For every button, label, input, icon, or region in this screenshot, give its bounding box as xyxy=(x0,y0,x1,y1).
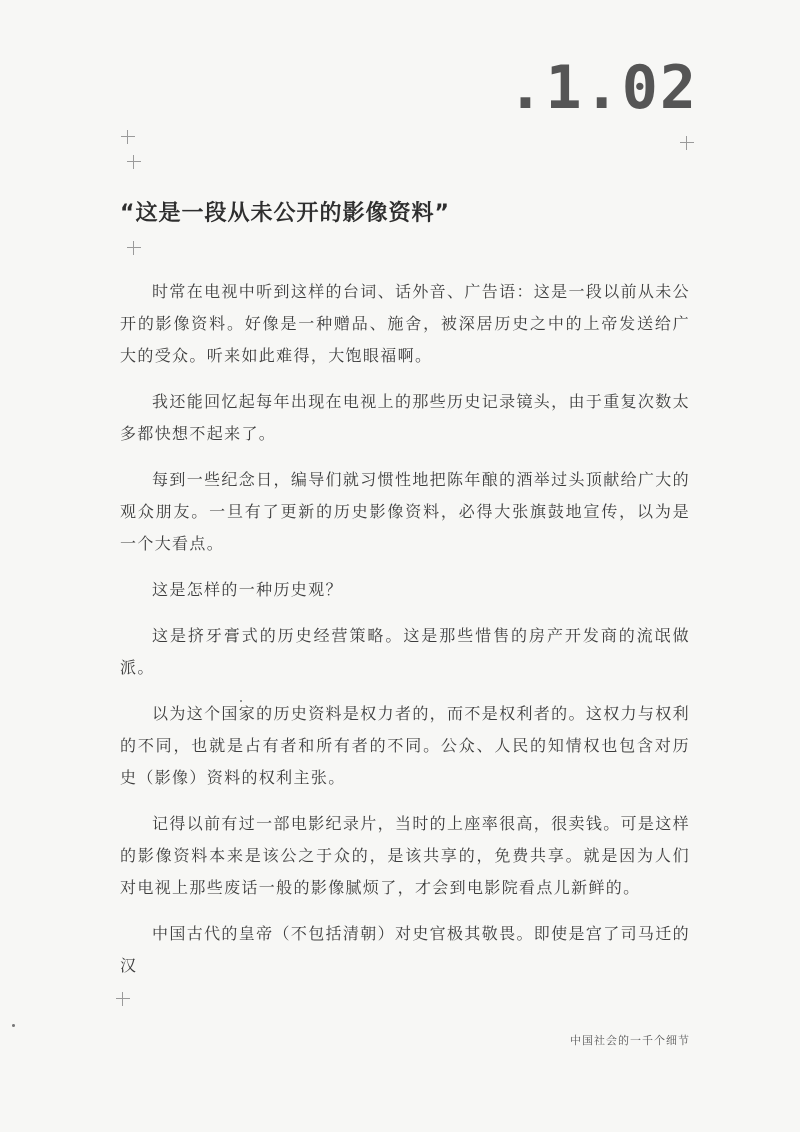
paragraph: 时常在电视中听到这样的台词、话外音、广告语：这是一段以前从未公开的影像资料。好像是一种赠品、施舍，被深居历史之中的上帝发送给广大的受众。听来如此难得，大饱眼福啊。 xyxy=(120,282,690,365)
paragraph: 记得以前有过一部电影纪录片，当时的上座率很高，很卖钱。可是这样的影像资料本来是该公之于众的，是该共享的，免费共享。就是因为人们对电视上那些废话一般的影像腻烦了，才会到电影院看点儿新鲜的。 xyxy=(120,814,690,897)
scan-speck xyxy=(240,700,242,702)
paragraph: 每到一些纪念日，编导们就习惯性地把陈年酿的酒举过头顶献给广大的观众朋友。一旦有了更新的历史影像资料，必得大张旗鼓地宣传，以为是一个大看点。 xyxy=(120,470,690,553)
crop-mark-title-left xyxy=(127,241,141,255)
paragraph: 这是怎样的一种历史观？ xyxy=(152,580,343,599)
chapter-title: “这是一段从未公开的影像资料” xyxy=(120,201,450,226)
body-text xyxy=(120,276,690,996)
crop-mark-top-left-inner xyxy=(127,155,141,169)
crop-mark-top-left xyxy=(121,130,135,144)
paragraph: 我还能回忆起每年出现在电视上的那些历史记录镜头，由于重复次数太多都快想不起来了。 xyxy=(120,392,690,443)
crop-mark-top-right xyxy=(680,136,694,150)
paragraph: 以为这个国家的历史资料是权力者的，而不是权利者的。这权力与权利的不同，也就是占有者和所有者的不同。公众、人民的知情权也包含对历史（影像）资料的权利主张。 xyxy=(120,704,690,787)
paragraph: 中国古代的皇帝（不包括清朝）对史官极其敬畏。即使是宫了司马迁的汉 xyxy=(120,924,690,975)
paragraph: 这是挤牙膏式的历史经营策略。这是那些惜售的房产开发商的流氓做派。 xyxy=(120,626,690,677)
footer-book-title: 中国社会的一千个细节 xyxy=(570,1034,690,1047)
page-number: .1.02 xyxy=(507,53,698,123)
scan-speck xyxy=(12,1024,15,1027)
